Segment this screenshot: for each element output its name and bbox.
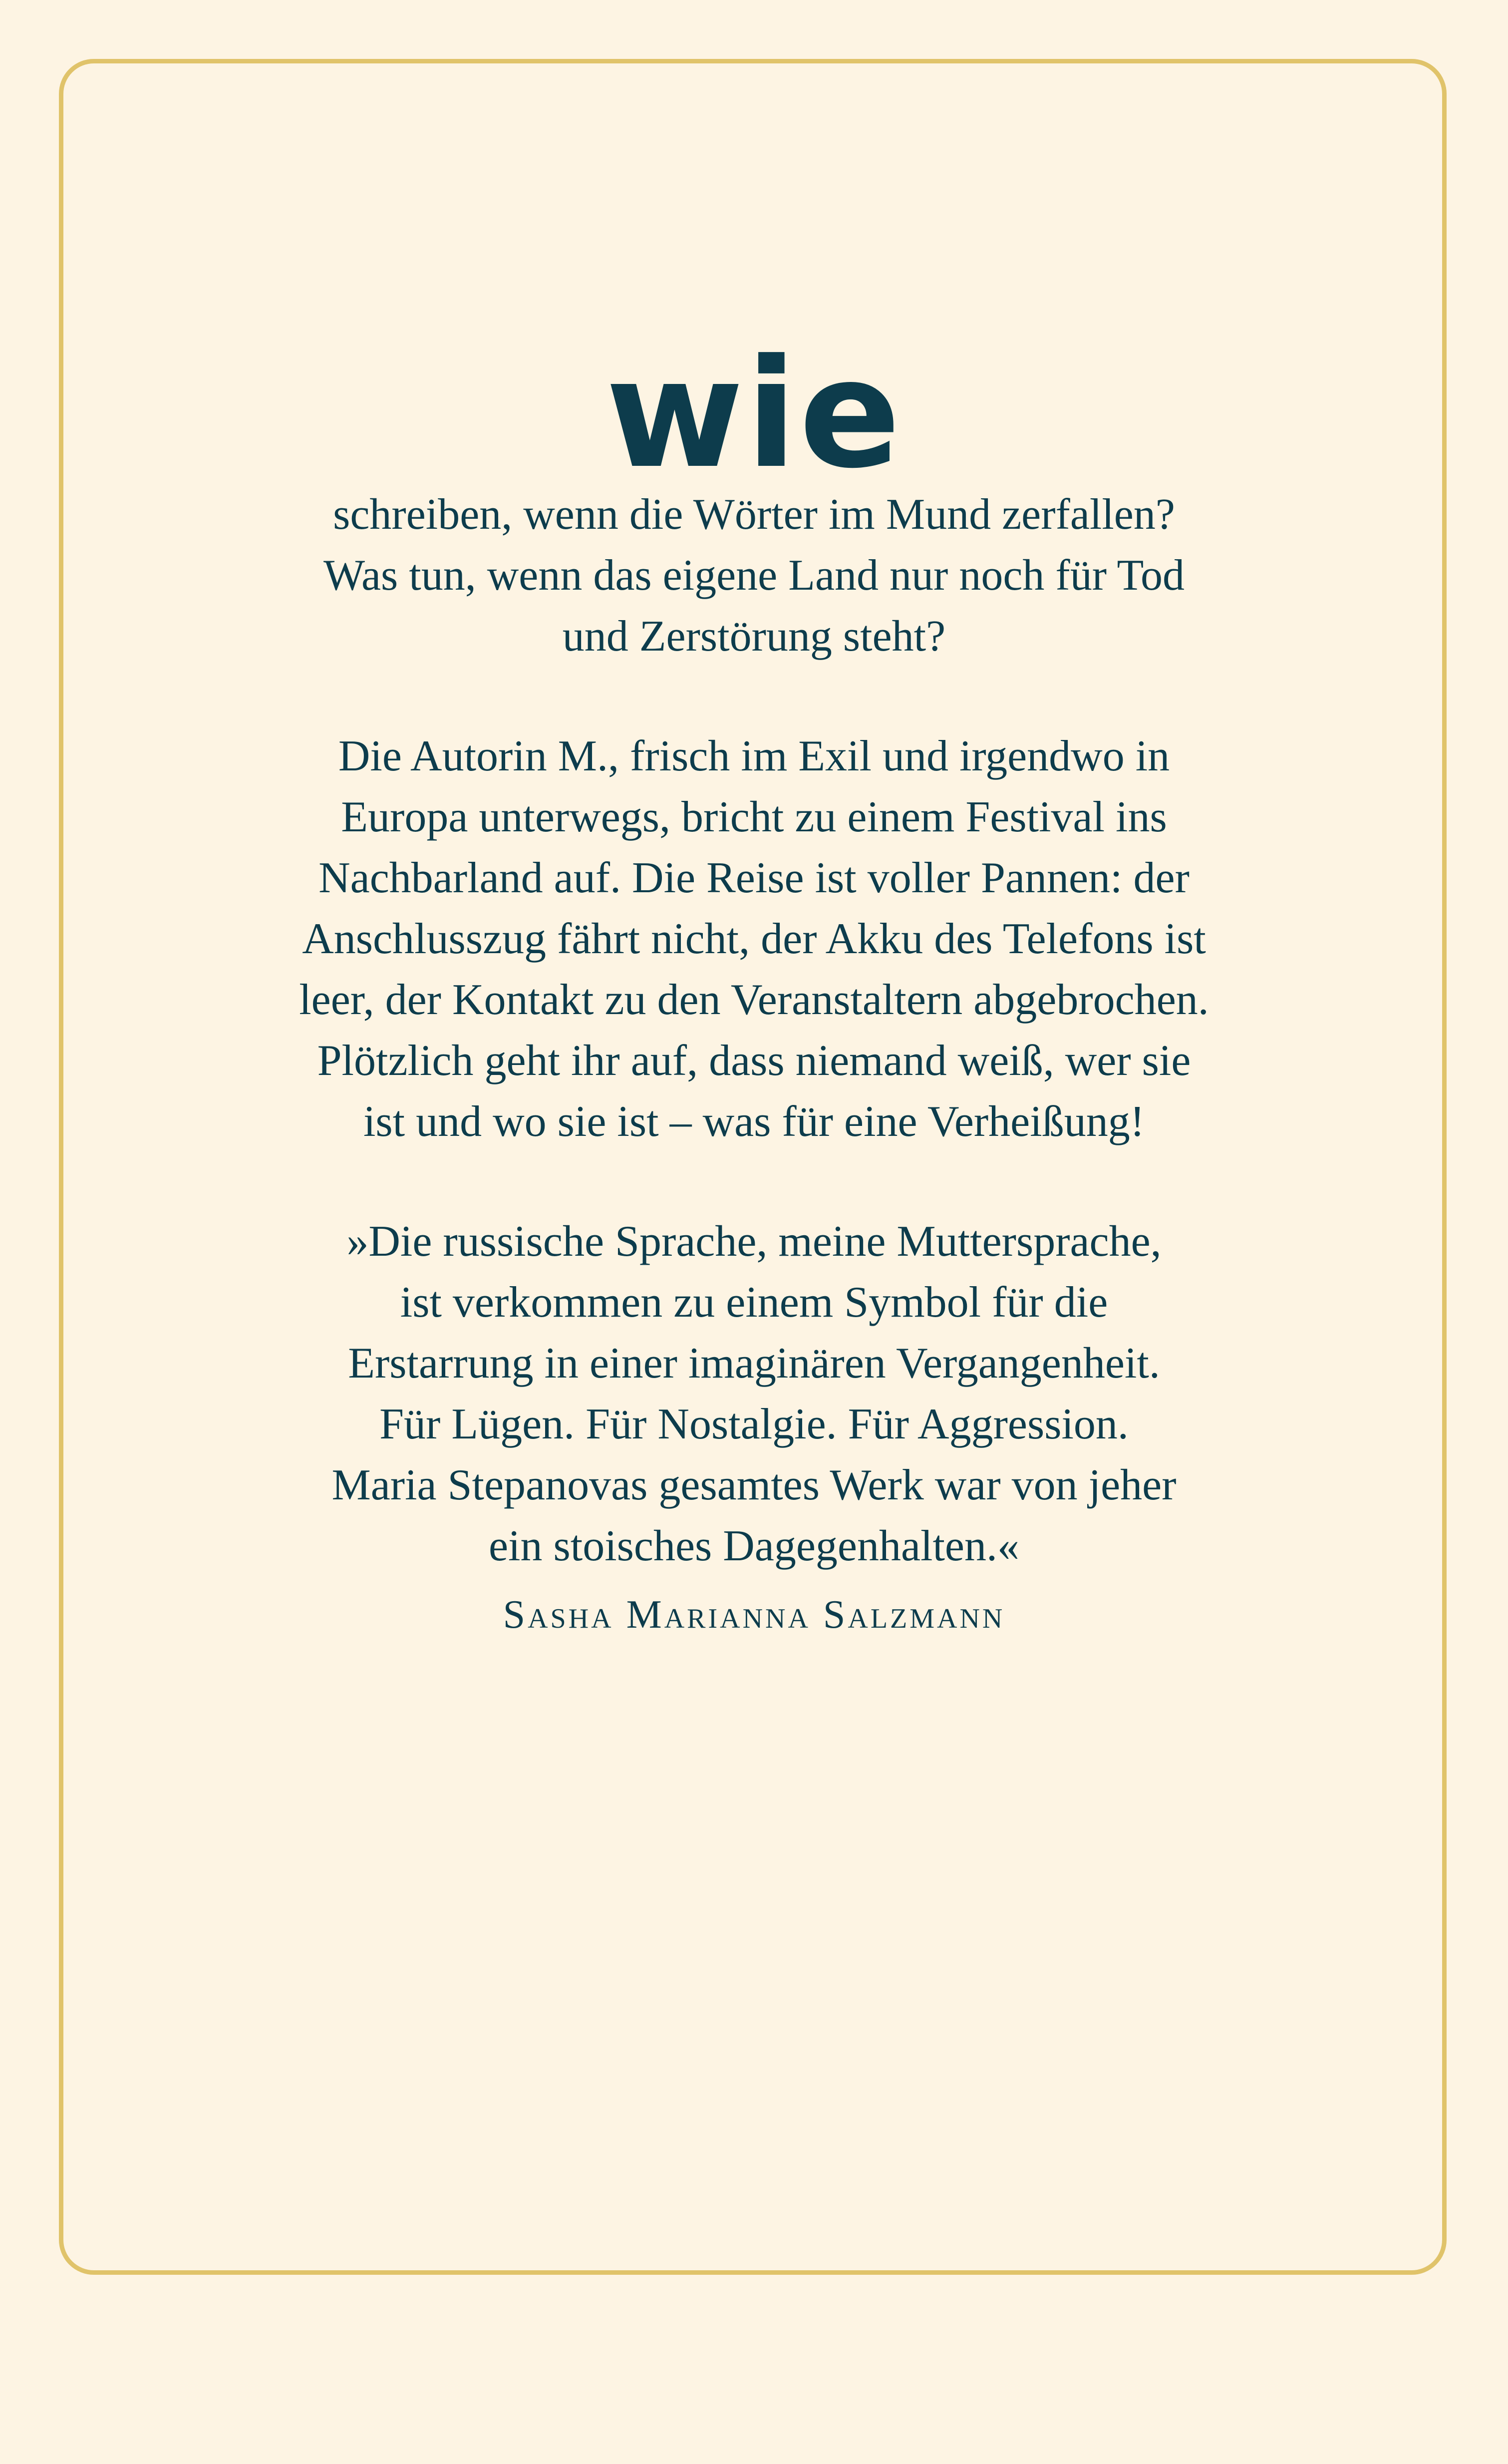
quote-paragraph <box>150 1211 1358 1577</box>
description-line: Nachbarland auf. Die Reise ist voller Pannen: der <box>318 854 1190 902</box>
intro-line: und Zerstörung steht? <box>562 612 946 661</box>
intro-line: Was tun, wenn das eigene Land nur noch für Tod <box>323 551 1185 600</box>
quote-line: Für Lügen. Für Nostalgie. Für Aggression. <box>379 1400 1129 1448</box>
quote-line: ein stoisches Dagegenhalten.« <box>488 1522 1019 1570</box>
quote-line: »Die russische Sprache, meine Muttersprache, <box>346 1217 1162 1266</box>
description-line: Anschlusszug fährt nicht, der Akku des Telefons ist <box>302 915 1206 963</box>
description-paragraph <box>150 726 1358 1152</box>
back-cover-text <box>150 327 1358 1683</box>
intro-paragraph <box>150 484 1358 667</box>
headline: wie <box>605 327 903 501</box>
quote-line: Erstarrung in einer imaginären Vergangenheit. <box>348 1339 1160 1388</box>
quote-line: ist verkommen zu einem Symbol für die <box>400 1278 1108 1327</box>
description-line: Die Autorin M., frisch im Exil und irgendwo in <box>338 732 1170 780</box>
quote-attribution: Sasha Marianna Salzmann <box>503 1593 1005 1637</box>
description-line: ist und wo sie ist – was für eine Verheißung! <box>363 1097 1145 1146</box>
quote-line: Maria Stepanovas gesamtes Werk war von jeher <box>331 1461 1177 1509</box>
intro-line: schreiben, wenn die Wörter im Mund zerfallen? <box>333 490 1175 539</box>
description-line: leer, der Kontakt zu den Veranstaltern abgebrochen. <box>299 976 1209 1024</box>
description-line: Plötzlich geht ihr auf, dass niemand weiß, wer sie <box>317 1037 1191 1085</box>
description-line: Europa unterwegs, bricht zu einem Festival ins <box>341 793 1167 841</box>
